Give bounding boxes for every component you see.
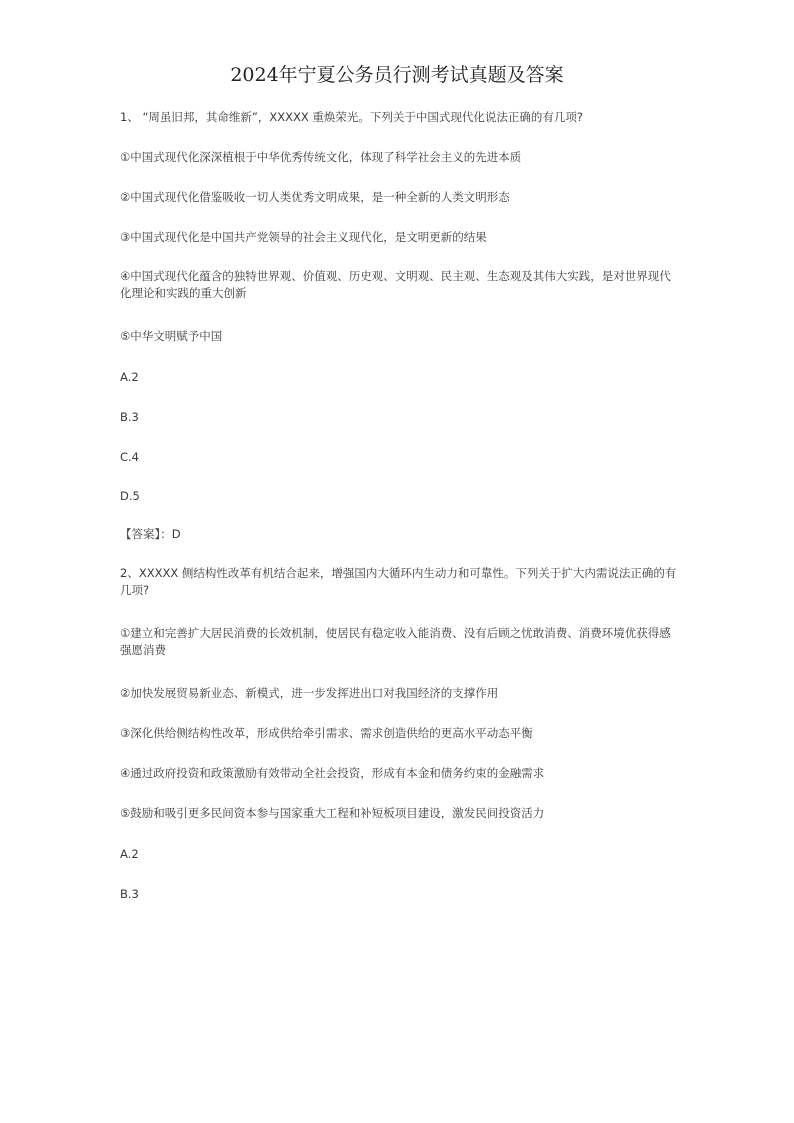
- question-2-item-5: ⑤鼓励和吸引更多民间资本参与国家重大工程和补短板项目建设，激发民间投资活力: [120, 806, 545, 820]
- question-1-item-2: ②中国式现代化借鉴吸收一切人类优秀文明成果，是一种全新的人类文明形态: [120, 190, 510, 204]
- question-2-item-3: ③深化供给侧结构性改革，形成供给牵引需求、需求创造供给的更高水平动态平衡: [120, 726, 533, 740]
- question-1-item-1: ①中国式现代化深深植根于中华优秀传统文化，体现了科学社会主义的先进本质: [120, 150, 522, 164]
- question-2-stem: 2、XXXXX 侧结构性改革有机结合起来，增强国内大循环内生动力和可靠性。下列关于扩大内需说法正确的有几项?: [120, 566, 677, 597]
- question-2-item-2: ②加快发展贸易新业态、新模式，进一步发挥进出口对我国经济的支撑作用: [120, 686, 499, 700]
- document-title: 2024年宁夏公务员行测考试真题及答案: [230, 64, 564, 86]
- question-1-item-3: ③中国式现代化是中国共产党领导的社会主义现代化，是文明更新的结果: [120, 230, 487, 244]
- question-2-option-a: A.2: [120, 847, 139, 861]
- question-2-option-b: B.3: [120, 887, 139, 901]
- question-1-item-5: ⑤中华文明赋予中国: [120, 329, 223, 343]
- question-1-item-4: ④中国式现代化蕴含的独特世界观、价值观、历史观、文明观、民主观、生态观及其伟大实践，是对世界现代化理论和实践的重大创新: [120, 269, 671, 300]
- question-2-item-1: ①建立和完善扩大居民消费的长效机制，使居民有稳定收入能消费、没有后顾之忧敢消费、消费环境优获得感强愿消费: [120, 626, 671, 657]
- question-1-option-b: B.3: [120, 410, 139, 424]
- question-1-answer: 【答案】：D: [120, 527, 181, 541]
- question-1-option-d: D.5: [120, 489, 140, 503]
- question-1-option-c: C.4: [120, 450, 140, 464]
- question-1-stem: 1、 “周虽旧邦，其命维新”，XXXXX 重焕荣光。下列关于中国式现代化说法正确的有几项?: [120, 110, 584, 124]
- question-1-option-a: A.2: [120, 370, 139, 384]
- question-2-item-4: ④通过政府投资和政策激励有效带动全社会投资，形成有本金和债务约束的金融需求: [120, 766, 545, 780]
